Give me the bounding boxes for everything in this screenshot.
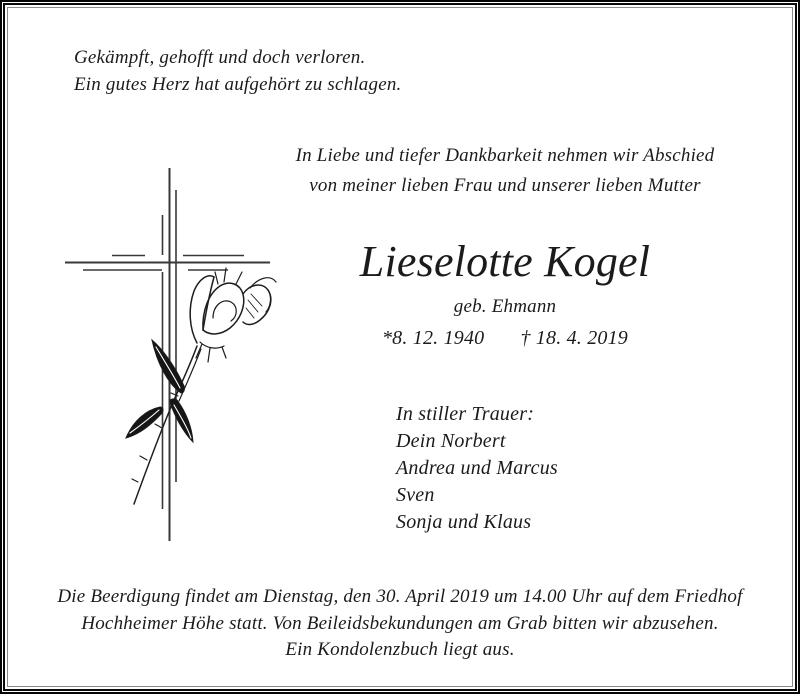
mourner-name: Dein Norbert [396,430,506,452]
mourners-list [396,401,558,536]
memorial-cross-icon [65,168,270,541]
mourners-heading: In stiller Trauer: [396,403,535,425]
funeral-details-line2: Hochheimer Höhe statt. Von Beileidsbekundungen am Grab bitten wir abzusehen. [81,612,719,634]
mourner-name: Sonja und Klaus [396,511,532,533]
rose-icon [126,268,276,504]
opening-verse [74,44,401,98]
cross-and-rose-illustration [50,160,280,550]
funeral-details [40,584,760,664]
mourner-name: Andrea und Marcus [396,457,558,479]
deceased-name: Lieselotte Kogel [359,237,651,286]
death-date: † 18. 4. 2019 [520,327,628,349]
life-dates [255,327,755,350]
mourner-name: Sven [396,484,435,506]
farewell-intro [255,141,755,201]
opening-verse-line2: Ein gutes Herz hat aufgehört zu schlagen. [74,74,402,95]
farewell-intro-line1: In Liebe und tiefer Dankbarkeit nehmen wir Abschied [295,145,715,166]
birth-date: *8. 12. 1940 [381,327,485,349]
farewell-intro-line2: von meiner lieben Frau und unserer lieben Mutter [309,175,701,196]
funeral-details-line1: Die Beerdigung findet am Dienstag, den 30. April 2019 um 14.00 Uhr auf dem Friedhof [57,586,743,607]
funeral-details-line3: Ein Kondolenzbuch liegt aus. [285,639,515,660]
maiden-name: geb. Ehmann [453,296,557,317]
opening-verse-line1: Gekämpft, gehofft und doch verloren. [74,47,366,68]
